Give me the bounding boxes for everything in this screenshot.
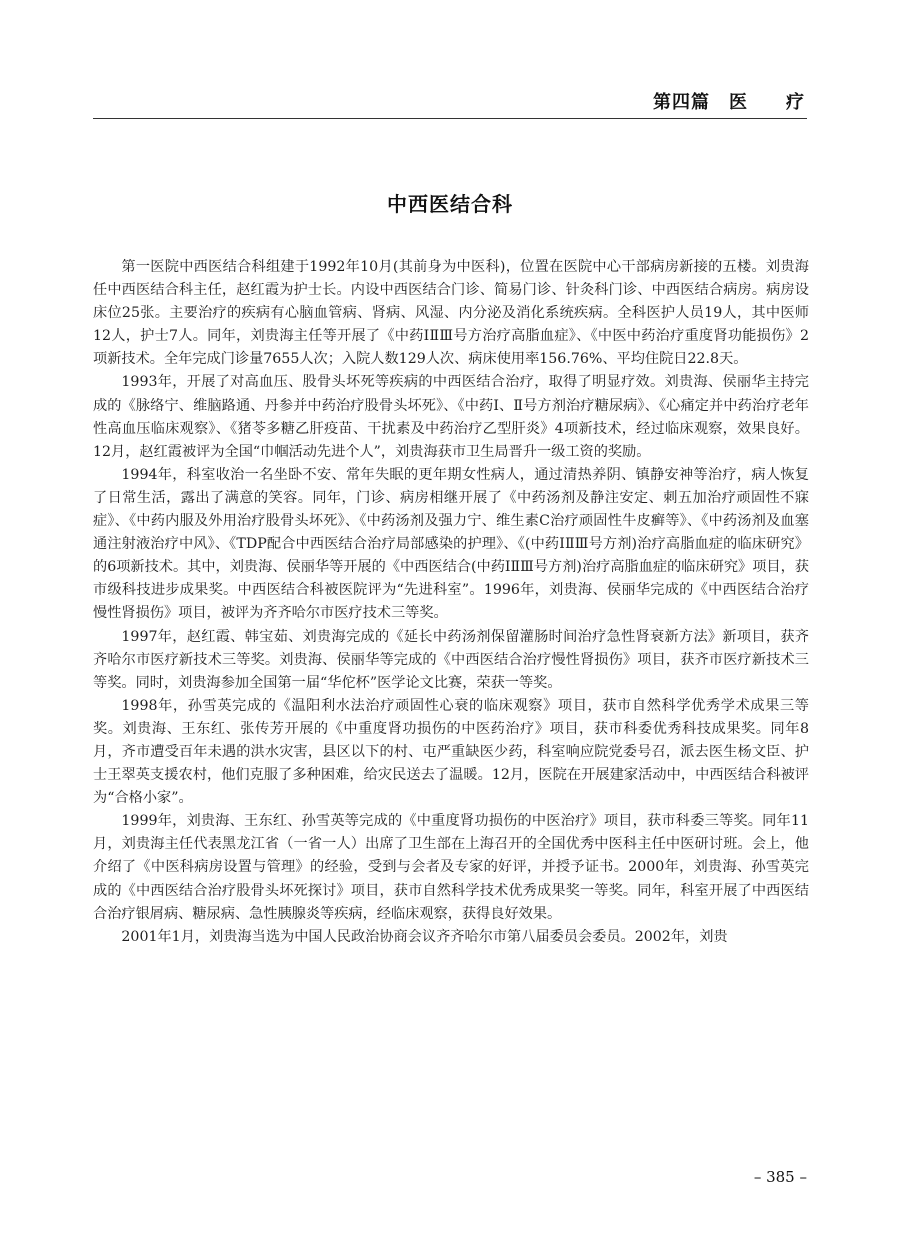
paragraph: 1997年，赵红霞、韩宝茹、刘贵海完成的《延长中药汤剂保留灌肠时间治疗急性肾衰新方法》新项目，获齐齐哈尔市医疗新技术三等奖。刘贵海、侯丽华等完成的《中西医结合治疗慢性肾损伤》项目，获齐市医疗新技术三等奖。同时，刘贵海参加全国第一届“华佗杯”医学论文比赛，荣获一等奖。 xyxy=(93,628,809,691)
paragraph: 1998年，孙雪英完成的《温阳利水法治疗顽固性心衰的临床观察》项目，获市自然科学优秀学术成果三等奖。刘贵海、王东红、张传芳开展的《中重度肾功损伤的中医药治疗》项目，获市科委优秀科技成果奖。同年8月，齐市遭受百年未遇的洪水灾害，县区以下的村、屯严重缺医少药，科室响应院党委号召，派去医生杨文臣、护士王翠英支援农村，他们克服了多种困难，给灾民送去了温暖。12月，医院在开展建家活动中，中西医结合科被评为“合格小家”。 xyxy=(93,697,809,807)
paragraph: 2001年1月，刘贵海当选为中国人民政治协商会议齐齐哈尔市第八届委员会委员。2002年，刘贵 xyxy=(121,928,728,945)
page-header xyxy=(93,84,807,119)
paragraph: 1999年，刘贵海、王东红、孙雪英等完成的《中重度肾功损伤的中医治疗》项目，获市科委三等奖。同年11月，刘贵海主任代表黑龙江省（一省一人）出席了卫生部在上海召开的全国优秀中医科主任中医研讨班。会上，他介绍了《中医科病房设置与管理》的经验，受到与会者及专家的好评，并授予证书。2000年，刘贵海、孙雪英完成的《中西医结合治疗股骨头坏死探讨》项目，获市自然科学技术优秀成果奖一等奖。同年，科室开展了中西医结合治疗银屑病、糖尿病、急性胰腺炎等疾病，经临床观察，获得良好效果。 xyxy=(93,813,809,922)
body-text xyxy=(93,256,809,949)
paragraph: 1994年，科室收治一名坐卧不安、常年失眠的更年期女性病人，通过清热养阴、镇静安神等治疗，病人恢复了日常生活，露出了满意的笑容。同年，门诊、病房相继开展了《中药汤剂及静注安定、刺五加治疗顽固性不寐症》、《中药内服及外用治疗股骨头坏死》、《中药汤剂及强力宁、维生素C治疗顽固性牛皮癣等》、《中药汤剂及血塞通注射液治疗中风》、《TDP配合中西医结合治疗局部感染的护理》、《(中药ⅠⅡⅢ号方剂)治疗高脂血症的临床研究》的6项新技术。其中，刘贵海、侯丽华等开展的《中西医结合(中药ⅠⅡⅢ号方剂)治疗高脂血症的临床研究》项目，获市级科技进步成果奖。中西医结合科被医院评为“先进科室”。1996年，刘贵海、侯丽华完成的《中西医结合治疗慢性肾损伤》项目，被评为齐齐哈尔市医疗技术三等奖。 xyxy=(93,466,809,622)
paragraph: 1993年，开展了对高血压、股骨头坏死等疾病的中西医结合治疗，取得了明显疗效。刘贵海、侯丽华主持完成的《脉络宁、维脑路通、丹参并中药治疗股骨头坏死》、《中药Ⅰ、Ⅱ号方剂治疗糖尿病》、《心痛定并中药治疗老年性高血压临床观察》、《猪苓多糖乙肝疫苗、干扰素及中药治疗乙型肝炎》4项新技术，经过临床观察，效果良好。12月，赵红霞被评为全国“巾帼活动先进个人”，刘贵海获市卫生局晋升一级工资的奖励。 xyxy=(93,374,809,460)
section-title: 第四篇 医 疗 xyxy=(653,92,805,113)
paragraph: 第一医院中西医结合科组建于1992年10月(其前身为中医科)，位置在医院中心干部病房新接的五楼。刘贵海任中西医结合科主任，赵红霞为护士长。内设中西医结合门诊、简易门诊、针灸科门诊、中西医结合病房。病房设床位25张。主要治疗的疾病有心脑血管病、肾病、风湿、内分泌及消化系统疾病。全科医护人员19人，其中医师12人，护士7人。同年，刘贵海主任等开展了《中药ⅠⅡⅢ号方治疗高脂血症》、《中医中药治疗重度肾功能损伤》2项新技术。全年完成门诊量7655人次；入院人数129人次、病床使用率156.76%、平均住院日22.8天。 xyxy=(93,259,809,368)
chapter-title: 中西医结合科 xyxy=(387,192,513,216)
page-number: – 385 – xyxy=(753,1168,807,1186)
